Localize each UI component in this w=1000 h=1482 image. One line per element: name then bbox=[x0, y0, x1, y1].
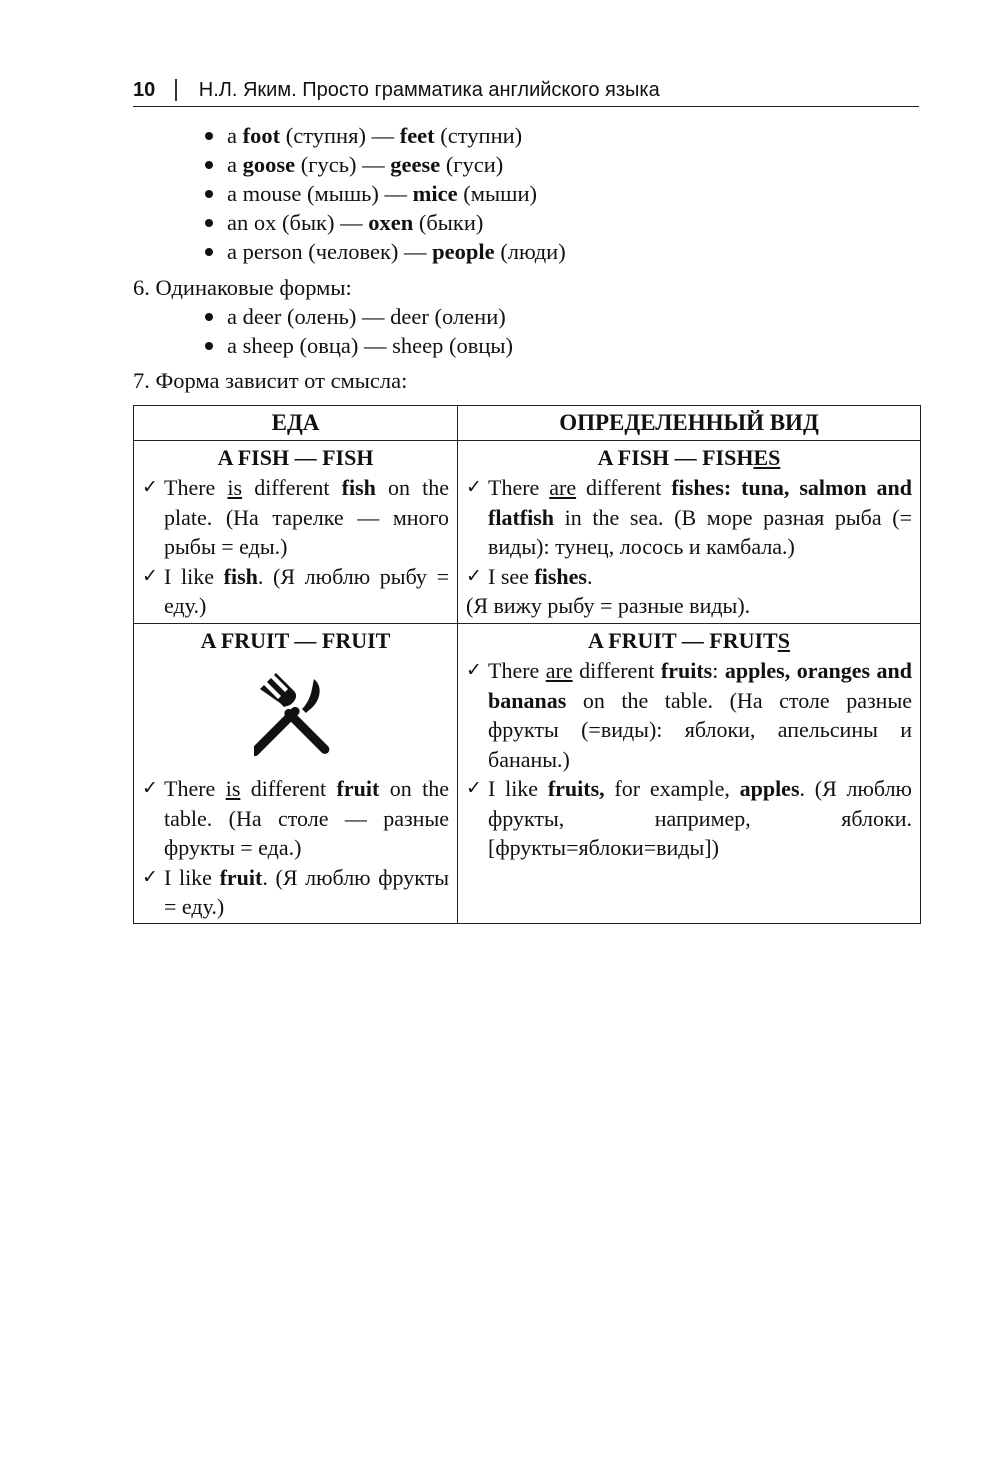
example-item: ✓ I like fish. (Я люблю рыбу = еду.) bbox=[142, 562, 449, 621]
list-item: a mouse (мышь) — mice (мыши) bbox=[205, 179, 566, 208]
fruit-kind-cell bbox=[458, 624, 921, 924]
list-item: a foot (ступня) — feet (ступни) bbox=[205, 121, 566, 150]
example-item: ✓ There is different fish on the plate. (На тарелке — много рыбы = еды.) bbox=[142, 473, 449, 562]
fork-and-knife-icon bbox=[254, 673, 338, 757]
page-number: 10 bbox=[133, 79, 156, 101]
checkmark-icon: ✓ bbox=[142, 865, 158, 888]
checkmark-icon: ✓ bbox=[466, 564, 482, 587]
section-7-heading: 7. Форма зависит от смысла: bbox=[133, 368, 408, 393]
meaning-table bbox=[133, 405, 921, 924]
example-item: ✓ There are different fruits: apples, oranges and bananas on the table. (На столе разные фрукты (=виды): яблоки, апельсины и бананы.) bbox=[466, 656, 912, 774]
fruit-food-title: A FRUIT — FRUIT bbox=[200, 628, 391, 653]
page-header bbox=[133, 74, 919, 107]
example-item: ✓ I like fruits, for example, apples. (Я люблю фрукты, например, яблоки. [фрукты=яблоки=виды]) bbox=[466, 774, 912, 863]
example-item: ✓ There is different fruit on the table. (На столе — разные фрукты = еда.) bbox=[142, 774, 449, 863]
checkmark-icon: ✓ bbox=[466, 659, 482, 681]
checkmark-icon: ✓ bbox=[142, 476, 158, 498]
bullet-icon bbox=[205, 161, 213, 169]
bullet-icon bbox=[205, 342, 213, 350]
checkmark-icon: ✓ bbox=[466, 777, 482, 799]
bullet-icon bbox=[205, 132, 213, 140]
column-header-food: ЕДА bbox=[134, 406, 458, 441]
checkmark-icon: ✓ bbox=[466, 476, 482, 498]
checkmark-icon: ✓ bbox=[142, 564, 158, 587]
example-item: ✓ I see fishes. bbox=[466, 562, 912, 592]
fish-kind-note: (Я вижу рыбу = разные виды). bbox=[466, 593, 751, 618]
irregular-plurals-list bbox=[205, 121, 566, 266]
same-forms-list bbox=[205, 302, 513, 360]
list-item: an ox (бык) — oxen (быки) bbox=[205, 208, 566, 237]
bullet-icon bbox=[205, 248, 213, 256]
checkmark-icon: ✓ bbox=[142, 777, 158, 799]
header-separator bbox=[175, 79, 177, 101]
fruit-kind-title: A FRUIT — FRUITS bbox=[588, 628, 790, 653]
fish-kind-title: A FISH — FISHES bbox=[597, 445, 781, 470]
section-6-heading: 6. Одинаковые формы: bbox=[133, 275, 352, 300]
list-item: a sheep (овца) — sheep (овцы) bbox=[205, 331, 513, 360]
bullet-icon bbox=[205, 219, 213, 227]
list-item: a person (человек) — people (люди) bbox=[205, 237, 566, 266]
bullet-icon bbox=[205, 190, 213, 198]
fish-food-cell bbox=[134, 441, 458, 624]
book-title: Н.Л. Яким. Просто грамматика английского языка bbox=[198, 79, 660, 101]
example-item: ✓ I like fruit. (Я люблю фрукты = еду.) bbox=[142, 863, 449, 922]
example-item: ✓ There are different fishes: tuna, salmon and flatfish in the sea. (В море разная рыба (= виды): тунец, лосось и камбала.) bbox=[466, 473, 912, 562]
fish-kind-cell bbox=[458, 441, 921, 624]
list-item: a goose (гусь) — geese (гуси) bbox=[205, 150, 566, 179]
column-header-kind: ОПРЕДЕЛЕННЫЙ ВИД bbox=[458, 406, 921, 441]
fruit-food-cell bbox=[134, 624, 458, 924]
fish-food-title: A FISH — FISH bbox=[217, 445, 374, 470]
bullet-icon bbox=[205, 313, 213, 321]
list-item: a deer (олень) — deer (олени) bbox=[205, 302, 513, 331]
